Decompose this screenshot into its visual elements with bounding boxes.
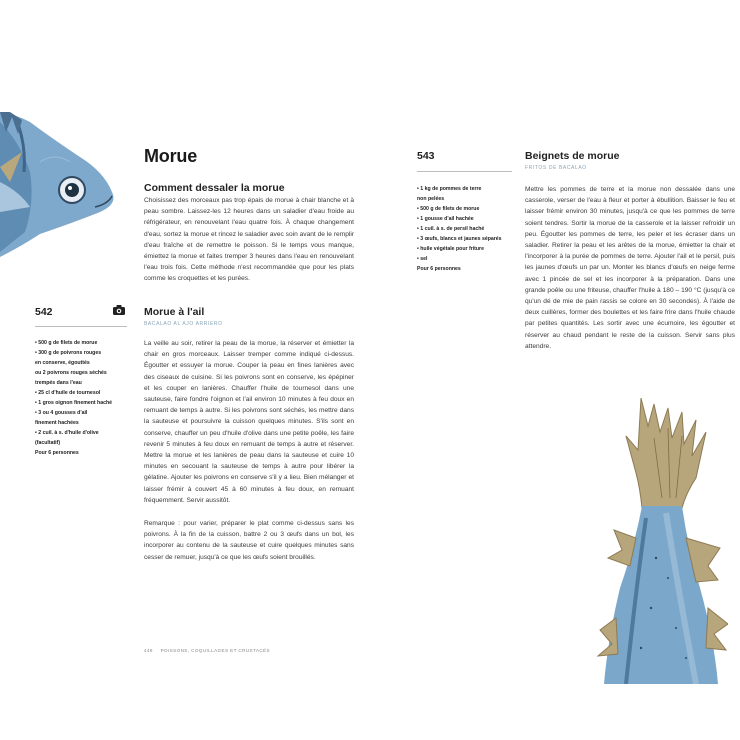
ingredient-item: • 300 g de poivrons rouges bbox=[35, 350, 102, 356]
desalting-heading: Comment dessaler la morue bbox=[144, 182, 285, 194]
ingredient-item: • 2 cuil. à s. d'huile d'olive bbox=[35, 430, 99, 436]
page-title: Morue bbox=[144, 146, 198, 166]
section-title: POISSONS, COQUILLAGES ET CRUSTACÉS bbox=[160, 648, 270, 653]
page-footer bbox=[144, 648, 276, 653]
ingredient-item: finement hachées bbox=[35, 420, 79, 426]
recipe-542-rule bbox=[35, 326, 127, 327]
fish-head-illustration bbox=[0, 112, 118, 257]
ingredient-item: • 1 cuil. à s. de persil haché bbox=[417, 226, 485, 232]
ingredient-item: (facultatif) bbox=[35, 440, 61, 446]
ingredient-item: • 25 cl d'huile de tournesol bbox=[35, 390, 101, 396]
ingredient-item: trempés dans l'eau bbox=[35, 380, 82, 386]
ingredient-item: • 3 ou 4 gousses d'ail bbox=[35, 410, 88, 416]
recipe-542-ingredients bbox=[35, 338, 135, 458]
recipe-543-number: 543 bbox=[417, 150, 435, 162]
desalting-text: Choisissez des morceaux pas trop épais de morue à chair blanche et à peau sombre. Laissez-les 12 heures dans un saladier d'eau froide au réfrigérateur, en renouvelant l'eau quatre fois. À chaque changement d'eau, sortez la morue et rincez le saladier avec soin avant de le remplir d'eau fraîche et de remettre le poisson. Si le temps vous manque, émiettez la morue et faites tremper 3 heures dans l'eau en renouvelant l'eau trois fois. Cette méthode n'est recommandée que pour les plats comme les croquettes et les purées. bbox=[144, 197, 354, 283]
ingredient-item: • 1 gros oignon finement haché bbox=[35, 400, 113, 406]
serves-label: Pour 6 personnes bbox=[35, 450, 79, 456]
recipe-542-note: Remarque : pour varier, préparer le plat comme ci-dessus sans les poivrons. À la fin de la cuisson, battre 2 ou 3 œufs dans un bol, les incorporer au contenu de la sauteuse et cuire quelques minutes sans cesser de remuer, jusqu'à ce que les œufs soient brouillés. bbox=[144, 520, 354, 561]
recipe-542-title: Morue à l'ail bbox=[144, 306, 205, 318]
recipe-543-method: Mettre les pommes de terre et la morue non dessalée dans une casserole, verser de l'eau à fleur et porter à ébullition. Baisser le feu et laisser frémir environ 30 minutes, jusqu'à ce que les pommes de terre soient tendres. Sortir la morue de la casserole et la laisser refroidir un peu. Égoutter les pommes de terre, les peler et les écraser dans un saladier. Retirer la peau et les arêtes de la morue, émietter la chair et l'incorporer à la purée de pommes de terre. Ajouter l'ail et le persil, puis les jaunes d'œufs un par un. Monter les blancs d'œufs en neige ferme avec 1 pincée de sel et les incorporer à la préparation. Dans une grande poêle ou une friteuse, chauffer l'huile à 180 – 190 °C (jusqu'à ce qu'un dé de mie de pain rassis se colore en 30 secondes). À l'aide de deux cuillères, former des boulettes et les faire frire dans l'huile chaude par petites quantités. Les sortir avec une écumoire, les égoutter et réserver au chaud pendant le reste de la cuisson. Servir sans plus attendre. bbox=[525, 186, 735, 350]
recipe-543-subtitle: FRITOS DE BACALAO bbox=[525, 165, 587, 171]
recipe-543-title: Beignets de morue bbox=[525, 150, 620, 162]
fish-tail-illustration bbox=[596, 398, 728, 684]
recipe-543-ingredients bbox=[417, 184, 517, 274]
ingredient-item: • sel bbox=[417, 256, 428, 262]
ingredient-item: • 1 kg de pommes de terre bbox=[417, 186, 482, 192]
recipe-542-number: 542 bbox=[35, 306, 53, 318]
ingredient-item: • 3 œufs, blancs et jaunes séparés bbox=[417, 236, 502, 242]
recipe-543-rule bbox=[417, 171, 512, 172]
recipe-542-subtitle: BACALAO AL AJO ARRIERO bbox=[144, 321, 223, 327]
recipe-542-method: La veille au soir, retirer la peau de la morue, la réserver et émietter la chair en gros morceaux. Laisser tremper comme indiqué ci-dessus. Égoutter et essuyer la morue. Couper la peau en fines lanières avec des ciseaux de cuisine. Si les poivrons sont en conserve, les épépiner et les couper en lanières. Chauffer l'huile de tournesol dans une sauteuse, faire fondre l'oignon et l'ail environ 10 minutes à feu doux en remuant de temps à autre. Si les poivrons sont séchés, les mettre dans la sauteuse et poursuivre la cuisson quelques minutes. S'ils sont en conserve, chauffer un peu d'huile d'olive dans une petite poêle, les faire revenir 5 minutes à feu doux en remuant de temps à autre et réserver. Mettre la morue et les lanières de peau dans la sauteuse et cuire 10 minutes en secouant la sauteuse de temps à autre pour libérer la gélatine. Ajouter les poivrons en conserve s'il y a lieu. Bien mélanger et laisser frémir à couvert 45 à 60 minutes à feu doux, en remuant fréquemment. Servir aussitôt. bbox=[144, 340, 354, 504]
camera-icon bbox=[113, 305, 125, 315]
ingredient-item: • 500 g de filets de morue bbox=[35, 340, 98, 346]
ingredient-item: • 500 g de filets de morue bbox=[417, 206, 480, 212]
ingredient-item: en conserve, égouttés bbox=[35, 360, 90, 366]
ingredient-item: • 1 gousse d'ail hachée bbox=[417, 216, 474, 222]
ingredient-item: • huile végétale pour friture bbox=[417, 246, 484, 252]
serves-label: Pour 6 personnes bbox=[417, 266, 461, 272]
ingredient-item: non pelées bbox=[417, 196, 445, 202]
ingredient-item: ou 2 poivrons rouges séchés bbox=[35, 370, 107, 376]
page-number: 448 bbox=[144, 648, 153, 653]
